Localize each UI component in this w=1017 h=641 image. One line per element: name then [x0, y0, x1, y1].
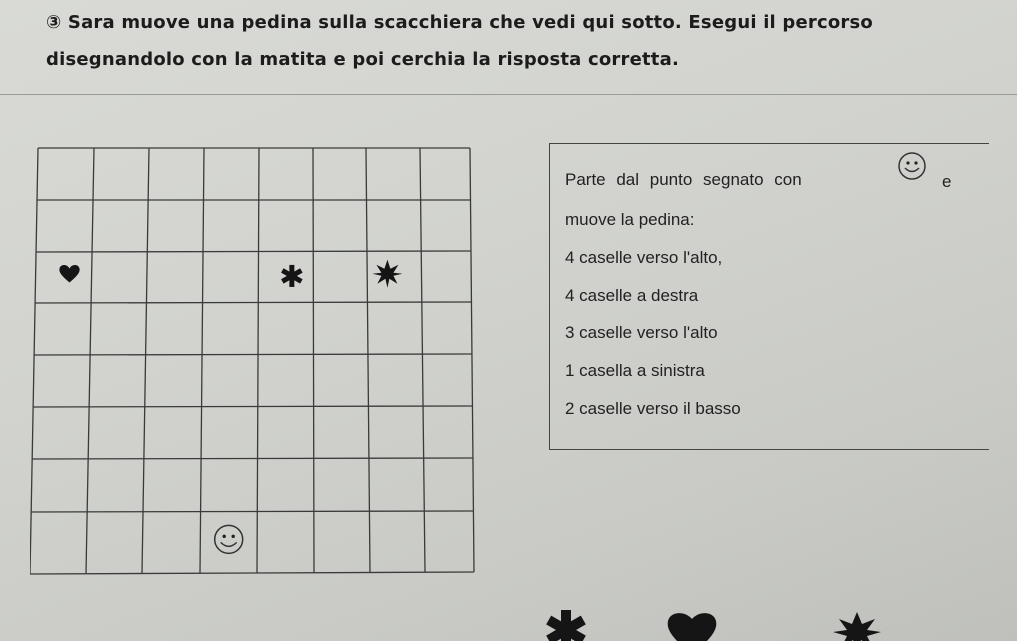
- heart-icon: [668, 613, 717, 641]
- smiley-icon: [215, 525, 243, 553]
- exercise-number: ③: [46, 12, 62, 33]
- step-4: 1 casella a sinistra: [565, 361, 705, 380]
- answer-option-heart[interactable]: [668, 613, 717, 641]
- step-2: 4 caselle a destra: [565, 286, 699, 305]
- grid-column-line: [30, 148, 38, 574]
- instruction-line-2: disegnandolo con la matita e poi cerchia la risposta corretta.: [46, 49, 679, 70]
- chessboard-grid: [30, 146, 475, 576]
- instructions-line-2: muove la pedina:: [565, 210, 695, 229]
- grid-row-line: [32, 458, 473, 459]
- instructions-box: [549, 143, 989, 450]
- grid-row-line: [30, 572, 474, 574]
- instructions-line-1: Parte dal punto segnato con: [565, 170, 802, 189]
- grid-row-line: [31, 511, 474, 512]
- instructions-line-1-suffix: e: [942, 172, 952, 191]
- asterisk-icon: [546, 610, 586, 641]
- answer-options: [0, 600, 1017, 641]
- instruction-line-1: ③ Sara muove una pedina sulla scacchiera che vedi qui sotto. Esegui il percorso: [46, 12, 873, 33]
- star-icon: [833, 612, 881, 641]
- heart-icon: [59, 265, 79, 282]
- star-icon: [372, 260, 402, 288]
- grid-column-line: [420, 148, 425, 572]
- grid-row-line: [33, 406, 473, 407]
- step-5: 2 caselle verso il basso: [565, 399, 741, 418]
- grid-column-line: [313, 148, 314, 573]
- grid-column-line: [142, 148, 149, 574]
- grid-column-line: [257, 148, 259, 573]
- asterisk-icon: [281, 265, 303, 287]
- page-divider: [0, 94, 1017, 95]
- answer-option-star[interactable]: [833, 612, 881, 641]
- step-3: 3 caselle verso l'alto: [565, 323, 718, 342]
- exercise-instruction: [46, 4, 976, 78]
- step-1: 4 caselle verso l'alto,: [565, 248, 723, 267]
- smiley-icon: [896, 150, 928, 182]
- grid-column-line: [200, 148, 204, 573]
- answer-option-asterisk[interactable]: [546, 610, 586, 641]
- grid-column-line: [470, 148, 474, 572]
- grid-column-line: [86, 148, 94, 574]
- grid-row-line: [35, 302, 472, 303]
- grid-column-line: [366, 148, 370, 573]
- grid-row-line: [34, 354, 472, 355]
- grid-row-line: [36, 251, 471, 252]
